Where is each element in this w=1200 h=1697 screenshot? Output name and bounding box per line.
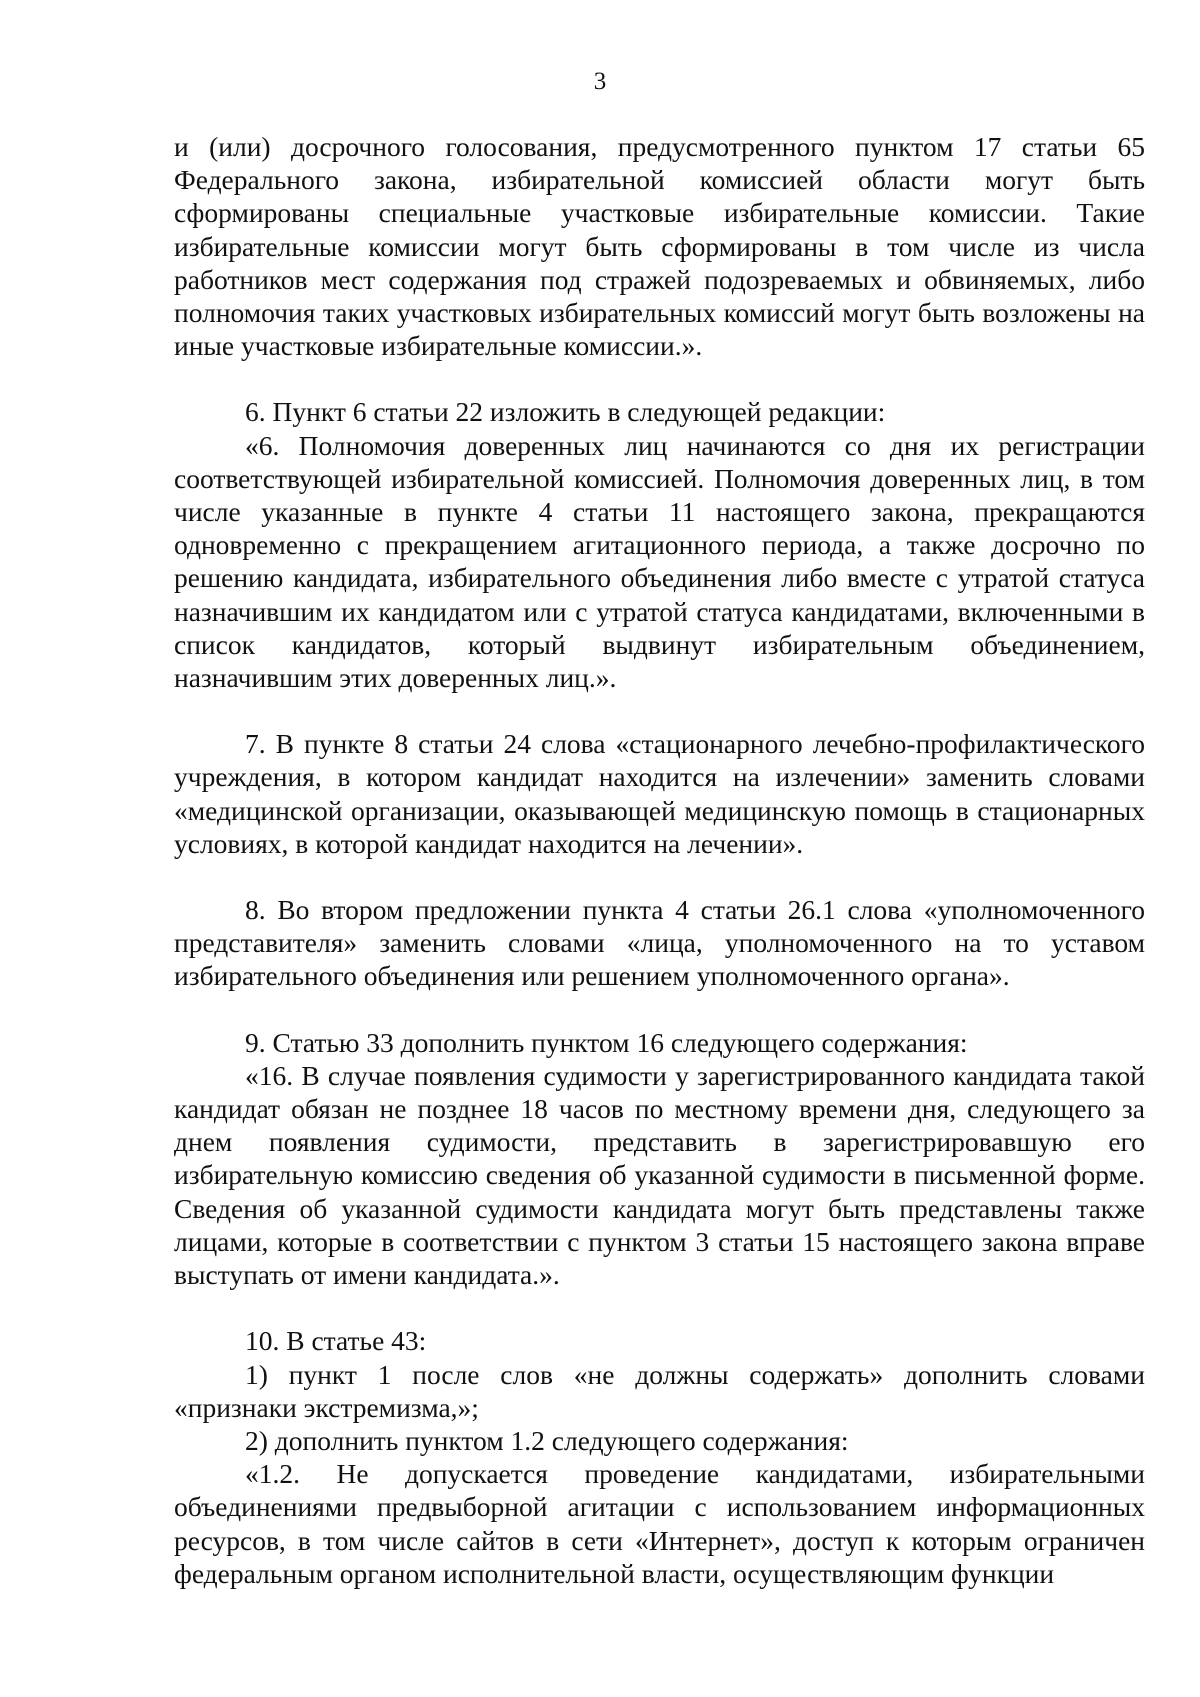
paragraph-item-6-text: «6. Полномочия доверенных лиц начинаются со дня их регистрации соответствующей избирательной комиссией. Полномочия доверенных лиц, в том числе указанные в пункте 4 статьи 11 настоящего закона, прекращаются одновременно с прекращением агитационного периода, а также досрочно по решению кандидата, избирательного объединения либо вместе с утратой статуса назначившим их кандидатом или с утратой статуса кандидатами, включенными в список кандидатов, который выдвинут избирательным объединением, назначившим этих доверенных лиц.». [174,429,1145,694]
paragraph-continued-commissions: и (или) досрочного голосования, предусмотренного пунктом 17 статьи 65 Федерального закона, избирательной комиссией области могут быть сформированы специальные участковые избирательные комиссии. Такие избирательные комиссии могут быть сформированы в том числе из числа работников мест содержания под стражей подозреваемых и обвиняемых, либо полномочия таких участковых избирательных комиссий могут быть возложены на иные участковые избирательные комиссии.». [174,131,1145,362]
paragraph-item-7: 7. В пункте 8 статьи 24 слова «стационарного лечебно-профилактического учреждения, в котором кандидат находится на излечении» заменить словами «медицинской организации, оказывающей медицинскую помощь в стационарных условиях, в которой кандидат находится на лечении». [174,728,1145,859]
paragraph-item-9-text: «16. В случае появления судимости у зарегистрированного кандидата такой кандидат обязан не позднее 18 часов по местному времени дня, следующего за днем появления судимости, представить в зарегистрировавшую его избирательную комиссию сведения об указанной судимости в письменной форме. Сведения об указанной судимости кандидата могут быть представлены также лицами, которые в соответствии с пунктом 3 статьи 15 настоящего закона вправе выступать от имени кандидата.». [174,1059,1145,1291]
paragraph-item-9-heading: 9. Статью 33 дополнить пунктом 16 следующего содержания: [245,1026,968,1058]
paragraph-item-6-heading: 6. Пункт 6 статьи 22 изложить в следующей редакции: [245,396,886,428]
paragraph-item-10-heading: 10. В статье 43: [245,1325,427,1357]
document-body [174,130,1145,1590]
paragraph-item-10-subitem-2: 2) дополнить пунктом 1.2 следующего содержания: [245,1424,849,1456]
paragraph-item-10-subitem-1: 1) пункт 1 после слов «не должны содержать» дополнить словами «признаки экстремизма,»; [174,1358,1145,1423]
paragraph-item-8: 8. Во втором предложении пункта 4 статьи 26.1 слова «уполномоченного представителя» заменить словами «лица, уполномоченного на то уставом избирательного объединения или решением уполномоченного органа». [174,894,1145,992]
page-number: 3 [593,68,607,95]
paragraph-item-10-point-1-2: «1.2. Не допускается проведение кандидатами, избирательными объединениями предвыборной агитации с использованием информационных ресурсов, в том числе сайтов в сети «Интернет», доступ к которым ограничен федеральным органом исполнительной власти, осуществляющим функции [174,1458,1145,1589]
